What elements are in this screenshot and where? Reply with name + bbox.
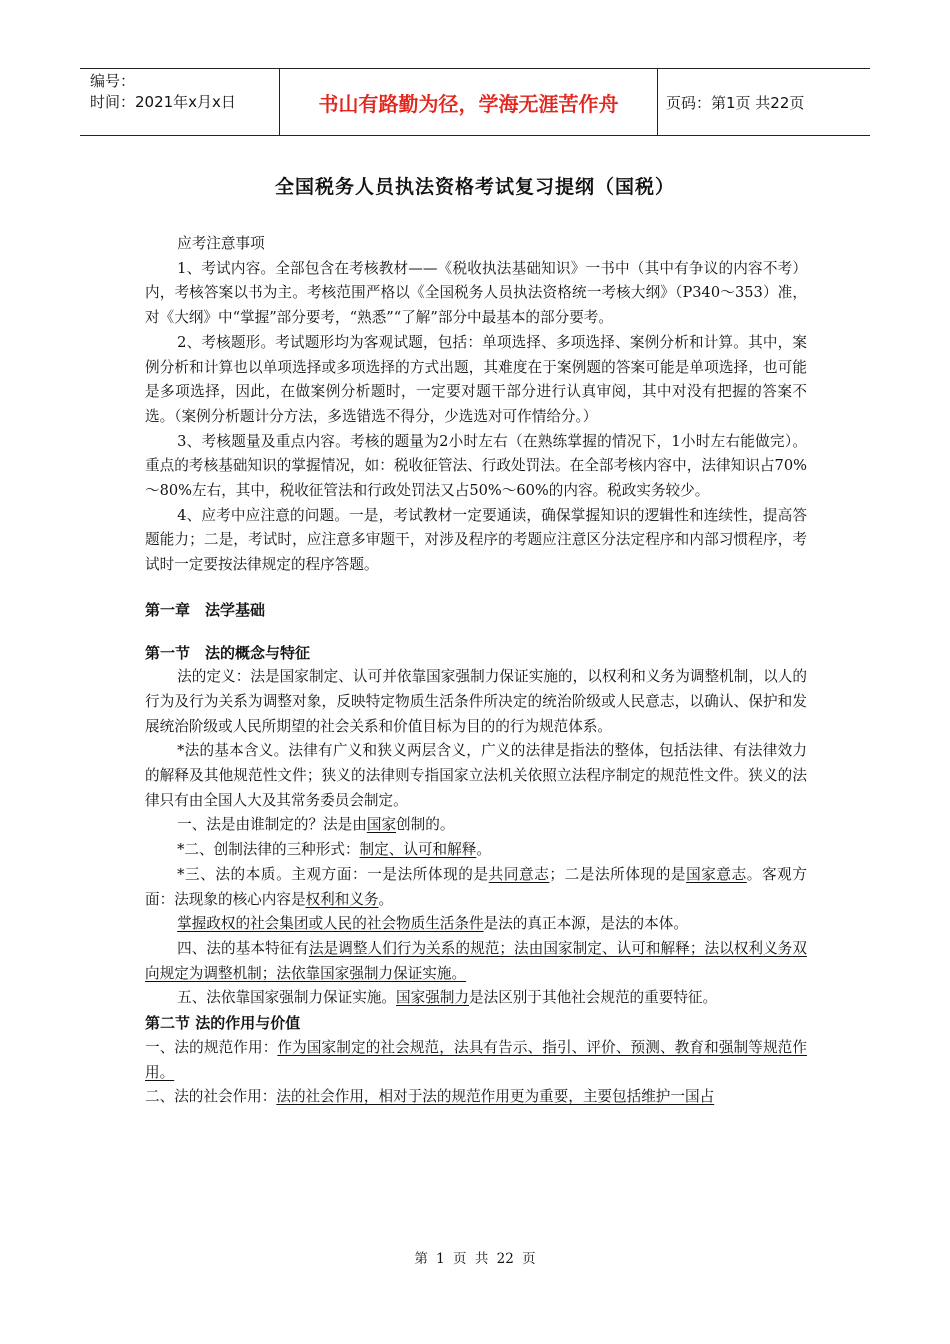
role-1: 一、法的规范作用：作为国家制定的社会规范，法具有告示、指引、评价、预测、教育和强制等规范作用。 <box>145 1038 807 1081</box>
notice-item-1: 1、考试内容。全部包含在考核教材——《税收执法基础知识》一书中（其中有争议的内容不考）内，考核答案以书为主。考核范围严格以《全国税务人员执法资格统一考核大纲》（P340～353）准，对《大纲》中“掌握”部分要考，“熟悉”“了解”部分中最基本的部分要考。 <box>145 259 807 327</box>
point-3: *三、法的本质。主观方面：一是法所体现的是共同意志；二是法所体现的是国家意志。客观方面：法现象的核心内容是权利和义务。 <box>145 865 807 908</box>
section-1-title: 第一节 法的概念与特征 <box>145 643 311 662</box>
header-slogan: 书山有路勤为径，学海无涯苦作舟 <box>280 69 658 135</box>
document-body <box>145 232 807 1110</box>
role-2: 二、法的社会作用：法的社会作用，相对于法的规范作用更为重要，主要包括维护一国占 <box>145 1088 715 1106</box>
underline-text: 共同意志 <box>488 865 550 883</box>
underline-text: 国家强制力 <box>396 989 470 1007</box>
underline-text: 权利和义务 <box>305 890 379 908</box>
time-label: 时间：2021年x月x日 <box>90 93 236 111</box>
header-meta-cell <box>80 69 280 135</box>
chapter-title: 第一章 法学基础 <box>145 600 266 619</box>
underline-text: 掌握政权的社会集团或人民的社会物质生活条件 <box>177 915 484 933</box>
notice-item-4: 4、应考中应注意的问题。一是，考试教材一定要通读，确保掌握知识的逻辑性和连续性，提高答题能力；二是，考试时，应注意多审题干，对涉及程序的考题应注意区分法定程序和内部习惯程序，考试时一定要按法律规定的程序答题。 <box>145 506 807 574</box>
document-title: 全国税务人员执法资格考试复习提纲（国税） <box>274 176 675 198</box>
underline-text: 制定、认可和解释 <box>359 841 477 859</box>
underline-text: 作为国家制定的社会规范，法具有告示、指引、评价、预测、教育和强制等规范作用。 <box>145 1038 807 1081</box>
point-3-source: 掌握政权的社会集团或人民的社会物质生活条件是法的真正本源，是法的本体。 <box>177 915 688 933</box>
notice-item-2: 2、考核题形。考试题形均为客观试题，包括：单项选择、多项选择、案例分析和计算。其中，案例分析和计算也以单项选择或多项选择的方式出题，其难度在于案例题的答案可能是单项选择，也可能是多项选择，因此，在做案例分析题时，一定要对题干部分进行认真审阅，其中对没有把握的答案不选。（案例分析题计分方法，多选错选不得分，少选选对可作情给分。） <box>145 333 807 425</box>
law-definition: 法的定义：法是国家制定、认可并依靠国家强制力保证实施的，以权利和义务为调整机制，以人的行为及行为关系为调整对象，反映特定物质生活条件所决定的统治阶级或人民意志，以确认、保护和发展统治阶级或人民所期望的社会关系和价值目标为目的的行为规范体系。 <box>145 668 807 735</box>
point-2: *二、创制法律的三种形式：制定、认可和解释。 <box>177 841 491 859</box>
number-label: 编号： <box>90 72 136 90</box>
point-5: 五、法依靠国家强制力保证实施。国家强制力是法区别于其他社会规范的重要特征。 <box>177 989 718 1007</box>
notice-item-3: 3、考核题量及重点内容。考核的题量为2小时左右（在熟练掌握的情况下，1小时左右能做完）。重点的考核基础知识的掌握情况，如：税收征管法、行政处罚法。在全部考核内容中，法律知识占70%～80%左右，其中，税收征管法和行政处罚法又占50%～60%的内容。税政实务较少。 <box>145 432 807 500</box>
page-footer: 第 1 页 共 22 页 <box>414 1251 536 1267</box>
underline-text: 国家 <box>366 816 397 834</box>
point-1: 一、法是由谁制定的？法是由国家创制的。 <box>177 816 455 834</box>
underline-text: 法是调整人们行为关系的规范；法由国家制定、认可和解释；法以权利义务双向规定为调整机制；法依靠国家强制力保证实施。 <box>145 939 807 982</box>
section-2-title: 第二节 法的作用与价值 <box>145 1014 301 1033</box>
underline-text: 国家意志 <box>686 865 747 883</box>
header-table <box>80 68 870 136</box>
point-4: 四、法的基本特征有法是调整人们行为关系的规范；法由国家制定、认可和解释；法以权利义务双向规定为调整机制；法依靠国家强制力保证实施。 <box>145 939 807 982</box>
header-page-info: 页码：第1页 共22页 <box>666 93 805 112</box>
underline-text: 法的社会作用，相对于法的规范作用更为重要，主要包括维护一国占 <box>276 1088 715 1106</box>
notice-heading: 应考注意事项 <box>177 235 265 252</box>
law-meaning: *法的基本含义。法律有广义和狭义两层含义，广义的法律是指法的整体，包括法律、有法律效力的解释及其他规范性文件；狭义的法律则专指国家立法机关依照立法程序制定的规范性文件。狭义的法律只有由全国人大及其常务委员会制定。 <box>145 742 807 809</box>
